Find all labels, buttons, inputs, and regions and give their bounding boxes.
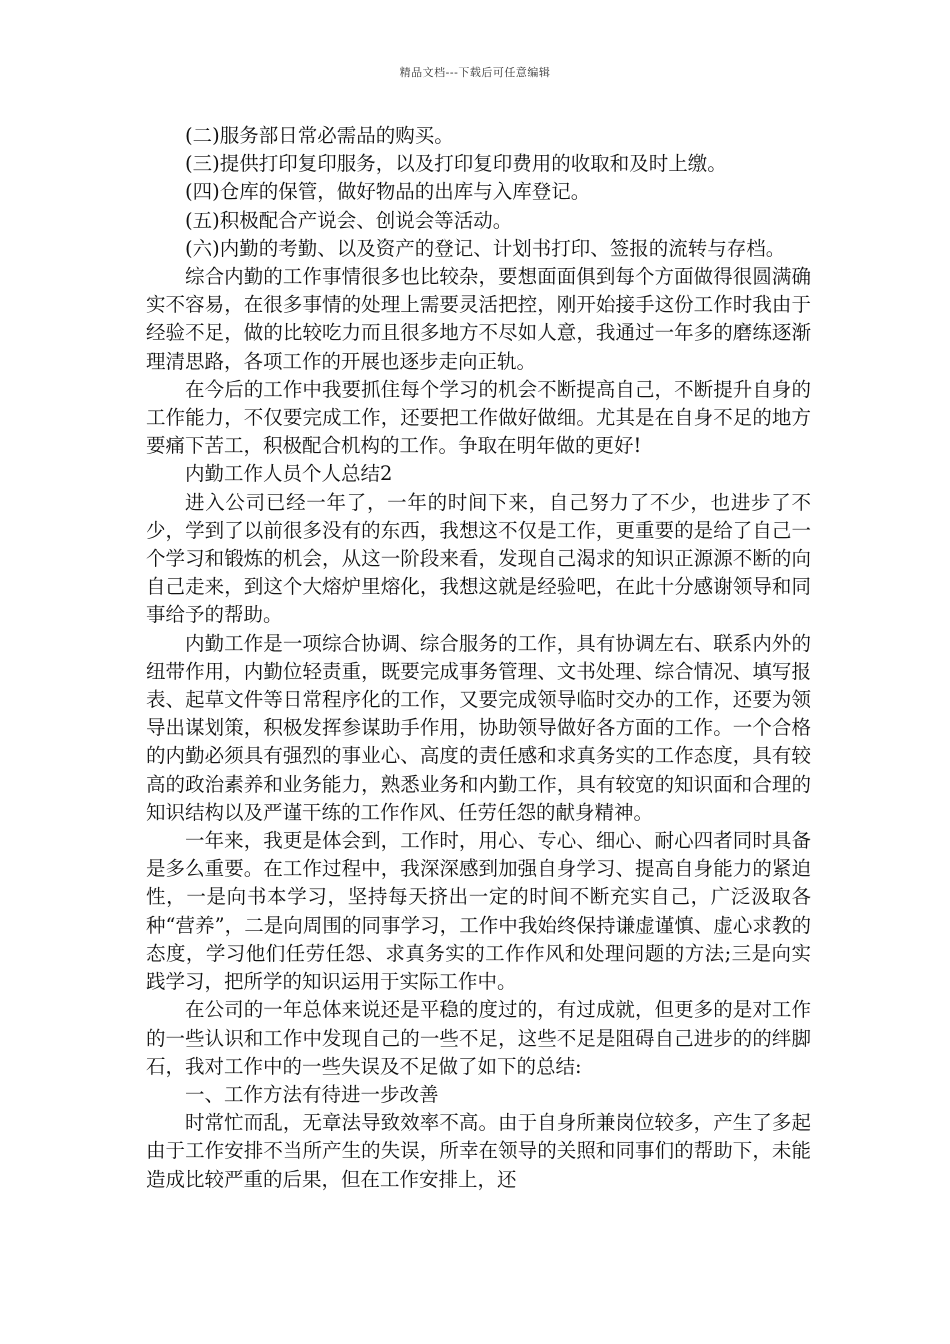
document-body: [146, 122, 811, 1194]
paragraph-role-description: 内勤工作是一项综合协调、综合服务的工作，具有协调左右、联系内外的纽带作用，内勤位轻责重，既要完成事务管理、文书处理、综合情况、填写报表、起草文件等日常程序化的工作，又要完成领导临时交办的工作，还要为领导出谋划策，积极发挥参谋助手作用，协助领导做好各方面的工作。一个合格的内勤必须具有强烈的事业心、高度的责任感和求真务实的工作态度，具有较高的政治素养和业务能力，熟悉业务和内勤工作，具有较宽的知识面和合理的知识结构以及严谨干练的工作作风、任劳任怨的献身精神。: [146, 631, 811, 824]
list-item-2: (二)服务部日常必需品的购买。: [185, 124, 454, 147]
page-header: 精品文档---下载后可任意编辑: [399, 66, 551, 79]
paragraph-learning: 一年来，我更是体会到，工作时，用心、专心、细心、耐心四者同时具备是多么重要。在工作过程中，我深深感到加强自身学习、提高自身能力的紧迫性，一是向书本学习，坚持每天挤出一定的时间不断充实自己，广泛汲取各种“营养”，二是向周围的同事学习，工作中我始终保持谦虚谨慎、虚心求教的态度，学习他们任劳任怨、求真务实的工作作风和处理问题的方法;三是向实践学习，把所学的知识运用于实际工作中。: [146, 829, 811, 994]
list-item-6: (六)内勤的考勤、以及资产的登记、计划书打印、签报的流转与存档。: [185, 236, 786, 260]
paragraph-reflection: 在公司的一年总体来说还是平稳的度过的，有过成就，但更多的是对工作的一些认识和工作中发现自己的一些不足，这些不足是阻碍自己进步的的绊脚石，我对工作中的一些失误及不足做了如下的总结:: [146, 998, 811, 1078]
section-title-summary-2: 内勤工作人员个人总结2: [185, 462, 393, 486]
paragraph-intro: 进入公司已经一年了，一年的时间下来，自己努力了不少，也进步了不少，学到了以前很多没有的东西，我想这不仅是工作，更重要的是给了自己一个学习和锻炼的机会，从这一阶段来看，发现自己渴求的知识正源源不断的向自己走来，到这个大熔炉里熔化，我想这就是经验吧，在此十分感谢领导和同事给予的帮助。: [146, 490, 811, 627]
subheading-work-methods: 一、工作方法有待进一步改善: [185, 1082, 439, 1106]
paragraph-future-plans: 在今后的工作中我要抓住每个学习的机会不断提高自己，不断提升自身的工作能力，不仅要完成工作，还要把工作做好做细。尤其是在自身不足的地方要痛下苦工，积极配合机构的工作。争取在明年做的更好!: [146, 377, 811, 458]
list-item-5: (五)积极配合产说会、创说会等活动。: [185, 208, 513, 232]
list-item-4: (四)仓库的保管，做好物品的出库与入库登记。: [185, 180, 591, 204]
list-item-3: (三)提供打印复印服务，以及打印复印费用的收取和及时上缴。: [185, 152, 727, 176]
paragraph-summary: 综合内勤的工作事情很多也比较杂，要想面面俱到每个方面做得很圆满确实不容易，在很多事情的处理上需要灵活把控，刚开始接手这份工作时我由于经验不足，做的比较吃力而且很多地方不尽如人意，我通过一年多的磨练逐渐理清思路，各项工作的开展也逐步走向正轨。: [146, 265, 811, 373]
paragraph-work-methods: 时常忙而乱，无章法导致效率不高。由于自身所兼岗位较多，产生了多起由于工作安排不当所产生的失误，所幸在领导的关照和同事们的帮助下，未能造成比较严重的后果，但在工作安排上，还: [146, 1111, 811, 1191]
